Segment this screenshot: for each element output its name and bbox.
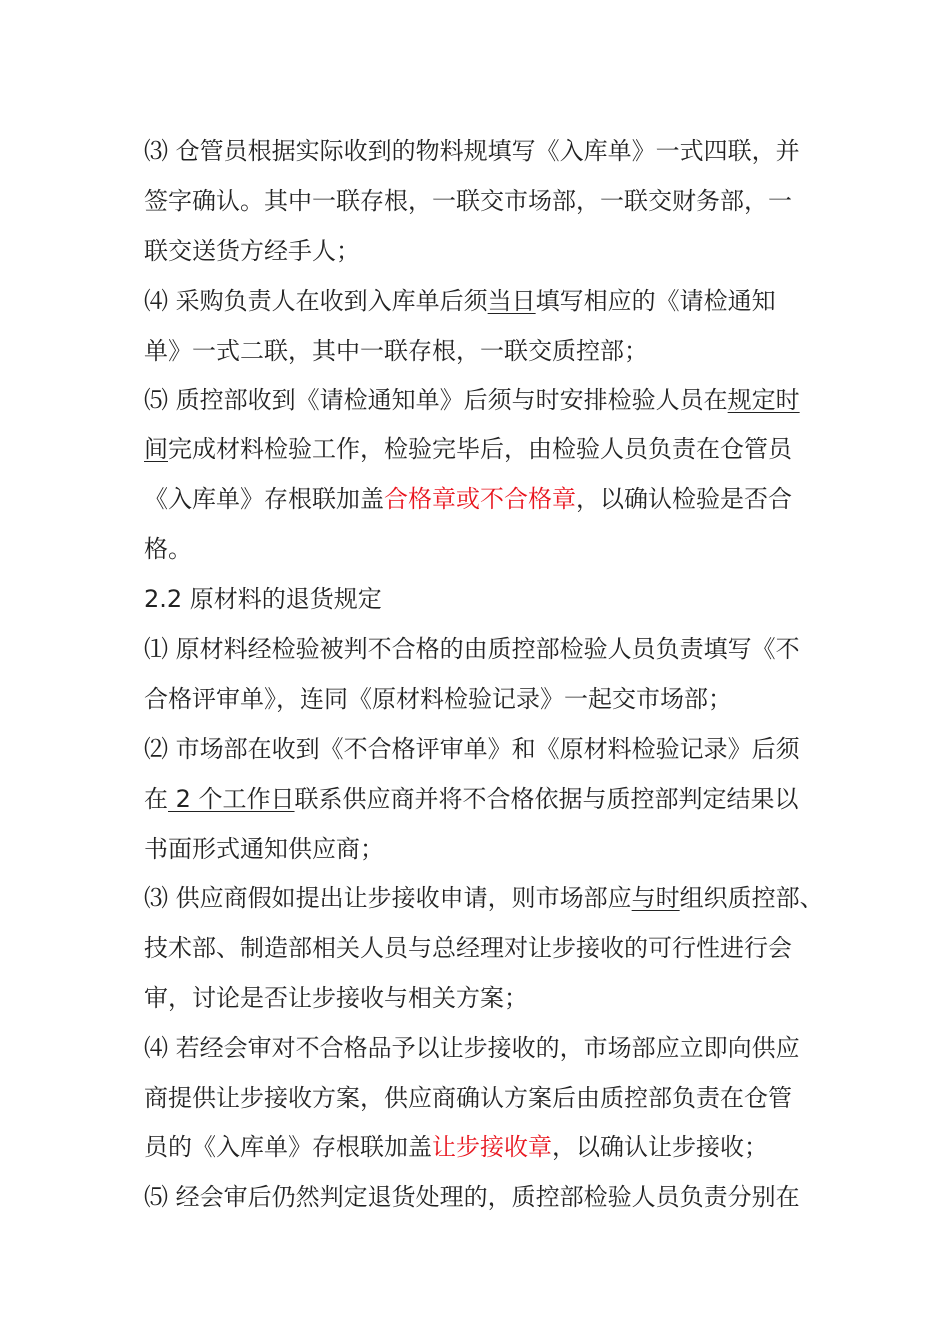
underlined-text: 与时 [631,884,680,912]
text-line [144,1032,824,1064]
underlined-text: 当日 [487,287,536,315]
text-segment: 组织质控部、 [679,884,824,912]
text-segment: 填写相应的《请检通知 [535,287,776,315]
text-segment: 在 [144,785,168,813]
text-line [144,683,824,715]
text-segment: 员的《入库单》存根联加盖 [144,1133,432,1161]
text-segment: ⑴ 原材料经检验被判不合格的由质控部检验人员负责填写《不 [144,635,800,663]
underlined-text: 2 个工作日 [168,785,295,813]
text-segment: ⑵ 市场部在收到《不合格评审单》和《原材料检验记录》后须 [144,735,800,763]
text-line [144,335,824,367]
text-line [144,932,824,964]
text-segment: 《入库单》存根联加盖 [144,485,384,513]
text-line [144,533,824,565]
text-line [144,882,824,914]
text-line [144,1181,824,1213]
underlined-text: 间 [144,435,168,463]
text-line [144,733,824,765]
text-segment: ⑷ 采购负责人在收到入库单后须 [144,287,488,315]
text-line [144,1131,824,1163]
text-segment: 格。 [144,535,192,563]
text-line [144,135,824,167]
text-segment: 审，讨论是否让步接收与相关方案； [144,984,528,1012]
underlined-text: 规定时 [727,386,800,414]
text-line [144,384,824,416]
text-segment: 单》一式二联，其中一联存根，一联交质控部； [144,337,648,365]
text-segment: ⑸ 经会审后仍然判定退货处理的，质控部检验人员负责分别在 [144,1183,800,1211]
text-line [144,1082,824,1114]
text-line [144,633,824,665]
text-segment: 合格评审单》，连同《原材料检验记录》一起交市场部； [144,685,732,713]
text-segment: ，以确认检验是否合 [576,485,792,513]
highlighted-text: 让步接收章 [432,1133,552,1161]
text-line [144,285,824,317]
text-line [144,783,824,815]
text-segment: ，以确认让步接收； [552,1133,768,1161]
text-segment: 联系供应商并将不合格依据与质控部判定结果以 [294,785,799,813]
text-line [144,235,824,267]
text-segment: 签字确认。其中一联存根，一联交市场部，一联交财务部，一 [144,187,792,215]
text-line [144,185,824,217]
section-heading-text: 2.2 原材料的退货规定 [144,585,382,613]
text-segment: ⑶ 供应商假如提出让步接收申请，则市场部应 [144,884,632,912]
highlighted-text: 合格章或不合格章 [384,485,576,513]
text-line [144,833,824,865]
text-segment: 完成材料检验工作，检验完毕后，由检验人员负责在仓管员 [168,435,792,463]
text-segment: ⑸ 质控部收到《请检通知单》后须与时安排检验人员在 [144,386,728,414]
text-line [144,483,824,515]
text-segment: 联交送货方经手人； [144,237,360,265]
text-segment: 技术部、制造部相关人员与总经理对让步接收的可行性进行会 [144,934,792,962]
text-segment: 商提供让步接收方案，供应商确认方案后由质控部负责在仓管 [144,1084,792,1112]
text-line [144,982,824,1014]
text-segment: ⑷ 若经会审对不合格品予以让步接收的，市场部应立即向供应 [144,1034,800,1062]
text-segment: 书面形式通知供应商； [144,835,384,863]
text-line [144,433,824,465]
text-segment: ⑶ 仓管员根据实际收到的物料规填写《入库单》一式四联，并 [144,137,800,165]
section-heading [144,583,824,615]
